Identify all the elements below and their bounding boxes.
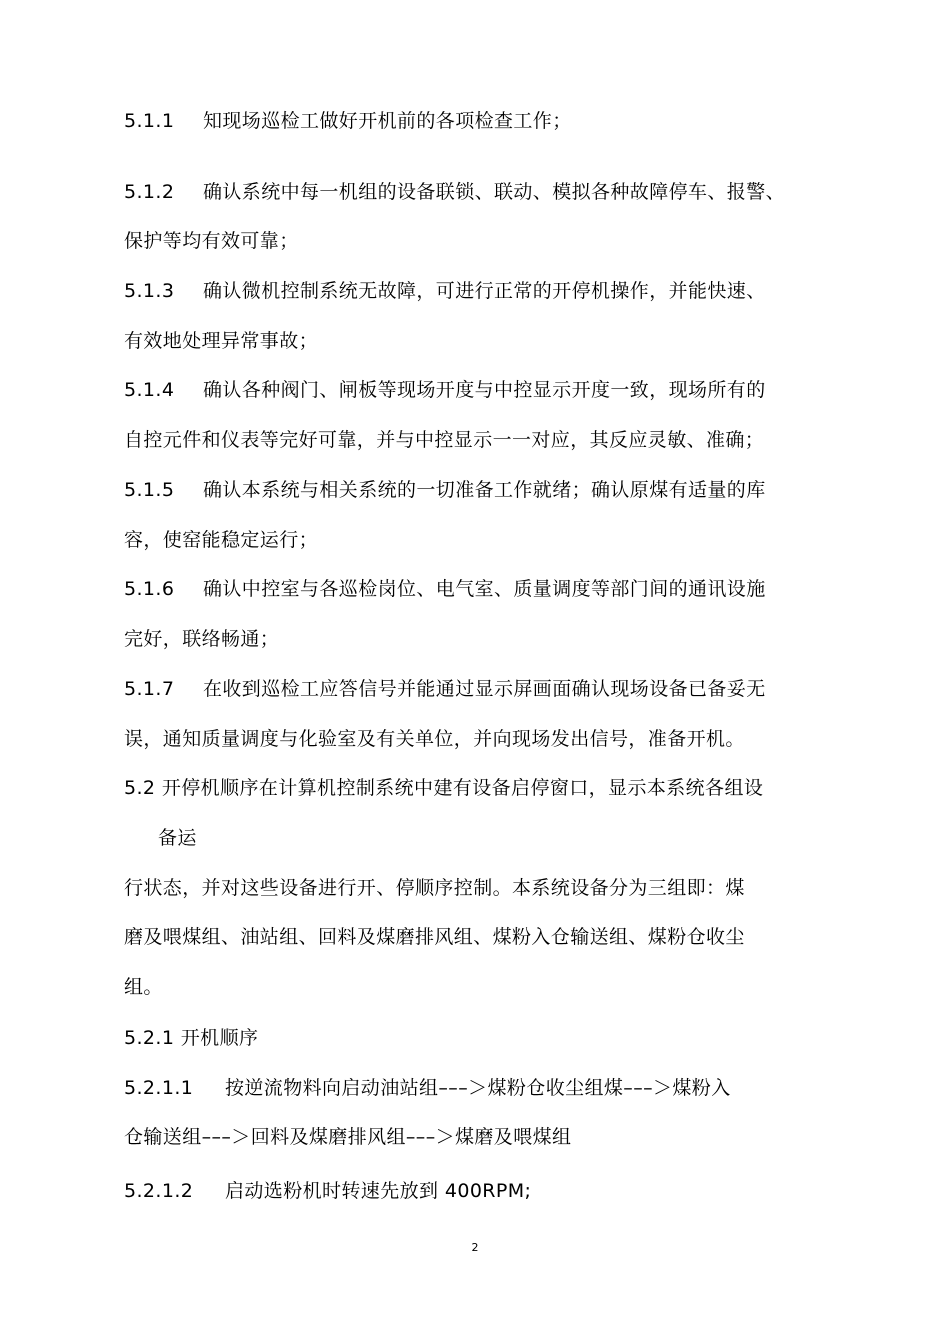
item-number: 5.1.5 <box>124 479 175 501</box>
item-number: 5.1.7 <box>124 678 175 700</box>
item-5-1-4-continuation: 自控元件和仪表等完好可靠，并与中控显示一一对应，其反应灵敏、准确； <box>124 429 765 451</box>
item-number: 5.2.1.1 <box>124 1077 194 1099</box>
item-5-1-7-continuation: 误，通知质量调度与化验室及有关单位，并向现场发出信号，准备开机。 <box>124 728 745 750</box>
item-5-2-1-1-continuation: 仓输送组–––＞回料及煤磨排风组–––＞煤磨及喂煤组 <box>124 1126 572 1148</box>
page-number: 2 <box>471 1241 479 1254</box>
item-number: 5.2.1.2 <box>124 1180 194 1202</box>
item-text: 确认中控室与各巡检岗位、电气室、质量调度等部门间的通讯设施 <box>203 578 766 600</box>
item-text: 在收到巡检工应答信号并能通过显示屏画面确认现场设备已备妥无 <box>203 678 766 700</box>
item-5-1-2-continuation: 保护等均有效可靠； <box>124 230 299 252</box>
item-text: 确认微机控制系统无故障，可进行正常的开停机操作，并能快速、 <box>203 280 766 302</box>
item-5-1-2 <box>124 179 785 205</box>
item-5-1-5-continuation: 容，使窑能稳定运行； <box>124 529 319 551</box>
item-5-1-1 <box>124 108 572 134</box>
item-5-1-6-continuation: 完好，联络畅通； <box>124 628 280 650</box>
item-5-2-1-2 <box>124 1178 531 1204</box>
item-text: 按逆流物料向启动油站组–––＞煤粉仓收尘组煤–––＞煤粉入 <box>225 1077 731 1099</box>
item-5-1-4 <box>124 377 766 403</box>
item-number: 5.1.2 <box>124 181 175 203</box>
item-text: 确认各种阀门、闸板等现场开度与中控显示开度一致，现场所有的 <box>203 379 766 401</box>
item-5-1-3-continuation: 有效地处理异常事故； <box>124 330 319 352</box>
section-5-2-line-4: 磨及喂煤组、油站组、回料及煤磨排风组、煤粉入仓输送组、煤粉仓收尘 <box>124 926 745 948</box>
item-5-1-6 <box>124 576 766 602</box>
section-5-2-line-5: 组。 <box>124 976 163 998</box>
item-number: 5.1.6 <box>124 578 175 600</box>
item-5-1-7 <box>124 676 766 702</box>
item-number: 5.1.4 <box>124 379 175 401</box>
item-5-1-5 <box>124 477 766 503</box>
item-number: 5.1.3 <box>124 280 175 302</box>
item-text: 知现场巡检工做好开机前的各项检查工作； <box>203 110 572 132</box>
item-text: 确认系统中每一机组的设备联锁、联动、模拟各种故障停车、报警、 <box>203 181 786 203</box>
item-text: 确认本系统与相关系统的一切准备工作就绪；确认原煤有适量的库 <box>203 479 766 501</box>
section-5-2-line-1: 5.2 开停机顺序在计算机控制系统中建有设备启停窗口，显示本系统各组设 <box>124 777 764 799</box>
section-5-2-line-3: 行状态，并对这些设备进行开、停顺序控制。本系统设备分为三组即：煤 <box>124 877 745 899</box>
item-5-2-1-1 <box>124 1075 731 1101</box>
section-5-2-1-heading: 5.2.1 开机顺序 <box>124 1027 259 1049</box>
item-text: 启动选粉机时转速先放到 400RPM; <box>225 1180 532 1202</box>
item-number: 5.1.1 <box>124 110 175 132</box>
section-5-2-line-2: 备运 <box>158 827 197 849</box>
item-5-1-3 <box>124 278 766 304</box>
